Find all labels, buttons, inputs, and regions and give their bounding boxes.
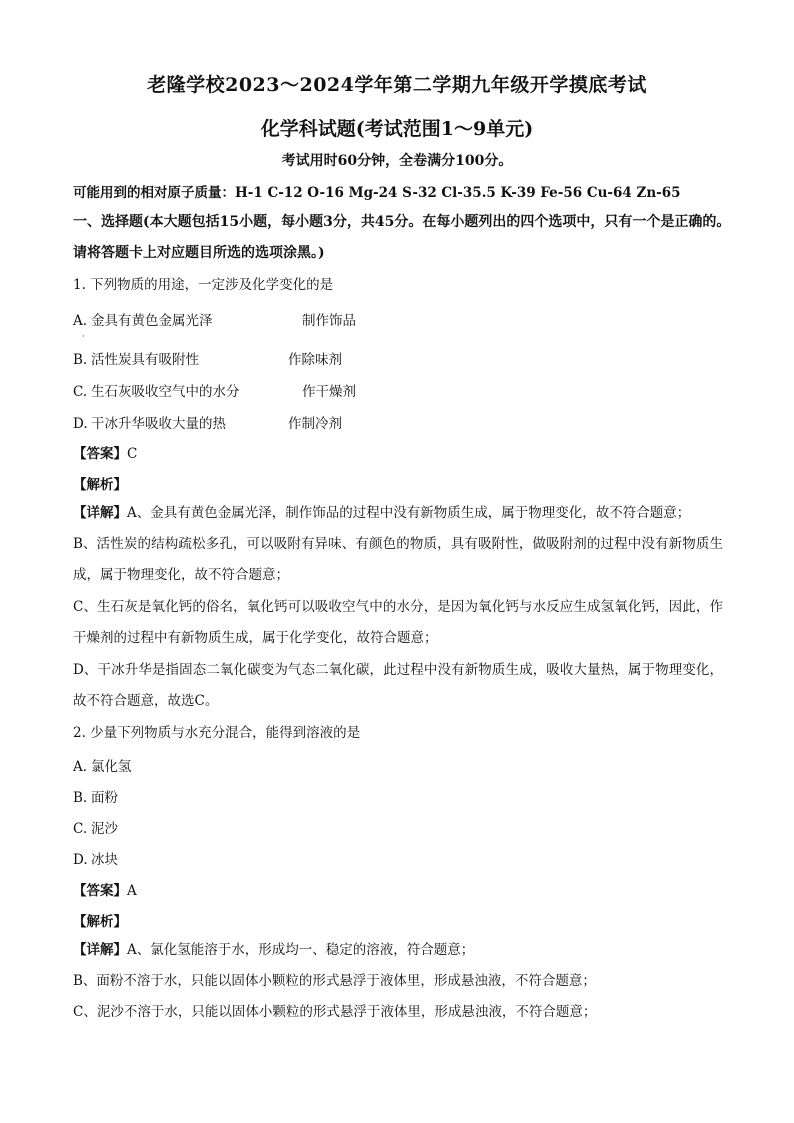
option-text: 氯化氢 xyxy=(91,759,132,775)
q2-detail-a xyxy=(73,935,723,966)
option-text: 生石灰吸收空气中的水分 xyxy=(91,384,240,400)
answer-label: 【答案】 xyxy=(73,883,127,899)
option-letter: A. xyxy=(73,759,88,775)
q1-option-b xyxy=(73,348,342,368)
option-letter: C. xyxy=(73,821,88,837)
atomic-masses: 可能用到的相对原子质量：H-1 C-12 O-16 Mg-24 S-32 Cl-35.5 K-39 Fe-56 Cu-64 Zn-65 xyxy=(73,185,681,201)
answer-value: A xyxy=(127,883,137,899)
q1-option-a xyxy=(73,309,356,329)
option-text: 冰块 xyxy=(91,852,118,868)
option-text: 金具有黄色金属光泽 xyxy=(91,313,213,329)
option-use: 作干燥剂 xyxy=(302,384,356,400)
option-letter: D. xyxy=(73,416,88,432)
q1-option-d xyxy=(73,412,342,432)
option-use: 作除味剂 xyxy=(288,352,342,368)
answer-label: 【答案】 xyxy=(73,446,127,462)
detail-label: 【详解】 xyxy=(73,505,127,521)
question-2-stem: 2. 少量下列物质与水充分混合，能得到溶液的是 xyxy=(73,725,361,741)
exam-info: 考试用时60分钟，全卷满分100分。 xyxy=(281,153,513,169)
q2-option-c xyxy=(73,817,118,837)
option-letter: D. xyxy=(73,852,88,868)
option-letter: B. xyxy=(73,790,88,806)
option-text: 干冰升华吸收大量的热 xyxy=(91,416,226,432)
option-letter: B. xyxy=(73,352,88,368)
bullet-dot: · xyxy=(82,332,85,341)
detail-label: 【详解】 xyxy=(73,942,127,958)
option-use: 制作饰品 xyxy=(302,313,356,329)
q2-detail-c: C、泥沙不溶于水，只能以固体小颗粒的形式悬浮于液体里，形成悬浊液，不符合题意； xyxy=(73,1004,597,1020)
detail-text: A、氯化氢能溶于水，形成均一、稳定的溶液，符合题意； xyxy=(127,942,475,958)
q1-analysis-label: 【解析】 xyxy=(73,477,127,493)
option-letter: A. xyxy=(73,313,88,329)
detail-text: A、金具有黄色金属光泽，制作饰品的过程中没有新物质生成，属于物理变化，故不符合题意； xyxy=(127,505,691,521)
answer-value: C xyxy=(127,446,138,462)
q1-detail-b: B、活性炭的结构疏松多孔，可以吸附有异味、有颜色的物质，具有吸附性，做吸附剂的过程中没有新物质生成，属于物理变化，故不符合题意； xyxy=(73,536,723,583)
q2-option-d xyxy=(73,848,118,868)
q2-option-a xyxy=(73,755,132,775)
question-1-stem: 1. 下列物质的用途，一定涉及化学变化的是 xyxy=(73,277,334,293)
section-heading: 一、选择题(本大题包括15小题，每小题3分，共45分。在每小题列出的四个选项中，只有一个是正确的。请将答题卡上对应题目所选的选项涂黑。) xyxy=(73,214,731,261)
q2-detail-b: B、面粉不溶于水，只能以固体小颗粒的形式悬浮于液体里，形成悬浊液，不符合题意； xyxy=(73,973,596,989)
option-use: 作制冷剂 xyxy=(288,416,342,432)
q1-detail-d: D、干冰升华是指固态二氧化碳变为气态二氧化碳，此过程中没有新物质生成，吸收大量热，属于物理变化，故不符合题意，故选C。 xyxy=(73,662,723,709)
q1-detail-c: C、生石灰是氧化钙的俗名，氧化钙可以吸收空气中的水分，是因为氧化钙与水反应生成氢氧化钙，因此，作干燥剂的过程中有新物质生成，属于化学变化，故符合题意； xyxy=(73,599,723,646)
option-text: 活性炭具有吸附性 xyxy=(91,352,199,368)
exam-title: 老隆学校2023～2024学年第二学期九年级开学摸底考试 xyxy=(147,74,647,96)
q2-answer xyxy=(73,879,137,899)
q1-answer xyxy=(73,442,137,462)
q2-option-b xyxy=(73,786,118,806)
option-text: 面粉 xyxy=(91,790,118,806)
option-text: 泥沙 xyxy=(91,821,118,837)
q1-option-c xyxy=(73,380,356,400)
q1-detail-a xyxy=(73,498,723,529)
exam-subtitle: 化学科试题(考试范围1～9单元) xyxy=(260,118,534,140)
option-letter: C. xyxy=(73,384,88,400)
q2-analysis-label: 【解析】 xyxy=(73,914,127,930)
